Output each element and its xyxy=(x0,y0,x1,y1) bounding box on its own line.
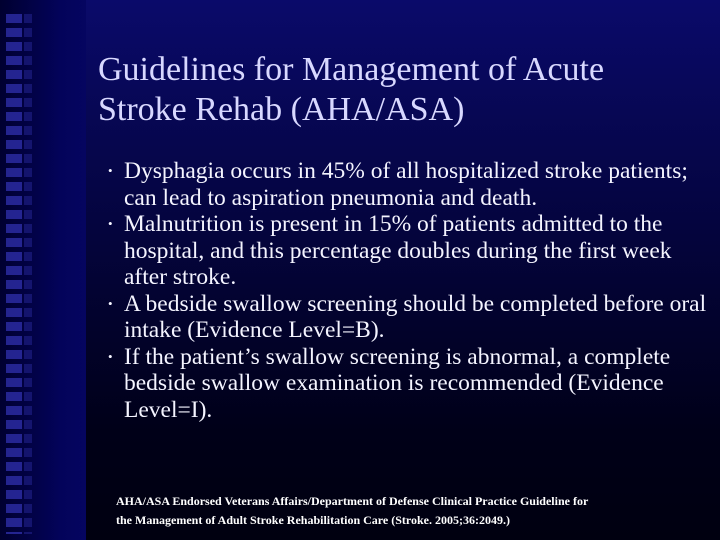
reference-line-2: the Management of Adult Stroke Rehabilitation Care (Stroke. 2005;36:2049.) xyxy=(116,513,510,527)
bullet-text: Malnutrition is present in 15% of patients admitted to the hospital, and this percentage doubles during the first week after stroke. xyxy=(124,211,672,290)
bullet-item xyxy=(108,158,708,211)
decorative-square-column xyxy=(6,14,22,534)
bullet-item xyxy=(108,344,708,424)
decorative-left-strip xyxy=(0,0,86,540)
bullet-item xyxy=(108,211,708,291)
reference-citation xyxy=(116,492,706,530)
bullet-dot: • xyxy=(108,216,113,231)
decorative-square-column-inner xyxy=(24,14,32,534)
bullet-item xyxy=(108,291,708,344)
bullet-dot: • xyxy=(108,348,113,364)
bullet-text: A bedside swallow screening should be completed before oral intake (Evidence Level=B). xyxy=(124,290,707,343)
slide-title-line-1: Guidelines for Management of Acute xyxy=(98,51,605,88)
bullet-dot: • xyxy=(108,295,113,311)
reference-line-1: AHA/ASA Endorsed Veterans Affairs/Department of Defense Clinical Practice Guideline for xyxy=(116,494,589,508)
bullet-text: If the patient’s swallow screening is abnormal, a complete bedside swallow examination is recommended (Evidence Level=I). xyxy=(124,343,671,423)
bullet-text: Dysphagia occurs in 45% of all hospitalized stroke patients; can lead to aspiration pneumonia and death. xyxy=(124,158,688,211)
slide-title-line-2: Stroke Rehab (AHA/ASA) xyxy=(98,91,465,128)
bullet-dot: • xyxy=(108,163,113,178)
slide-title xyxy=(98,50,708,130)
bullet-list xyxy=(108,158,708,423)
